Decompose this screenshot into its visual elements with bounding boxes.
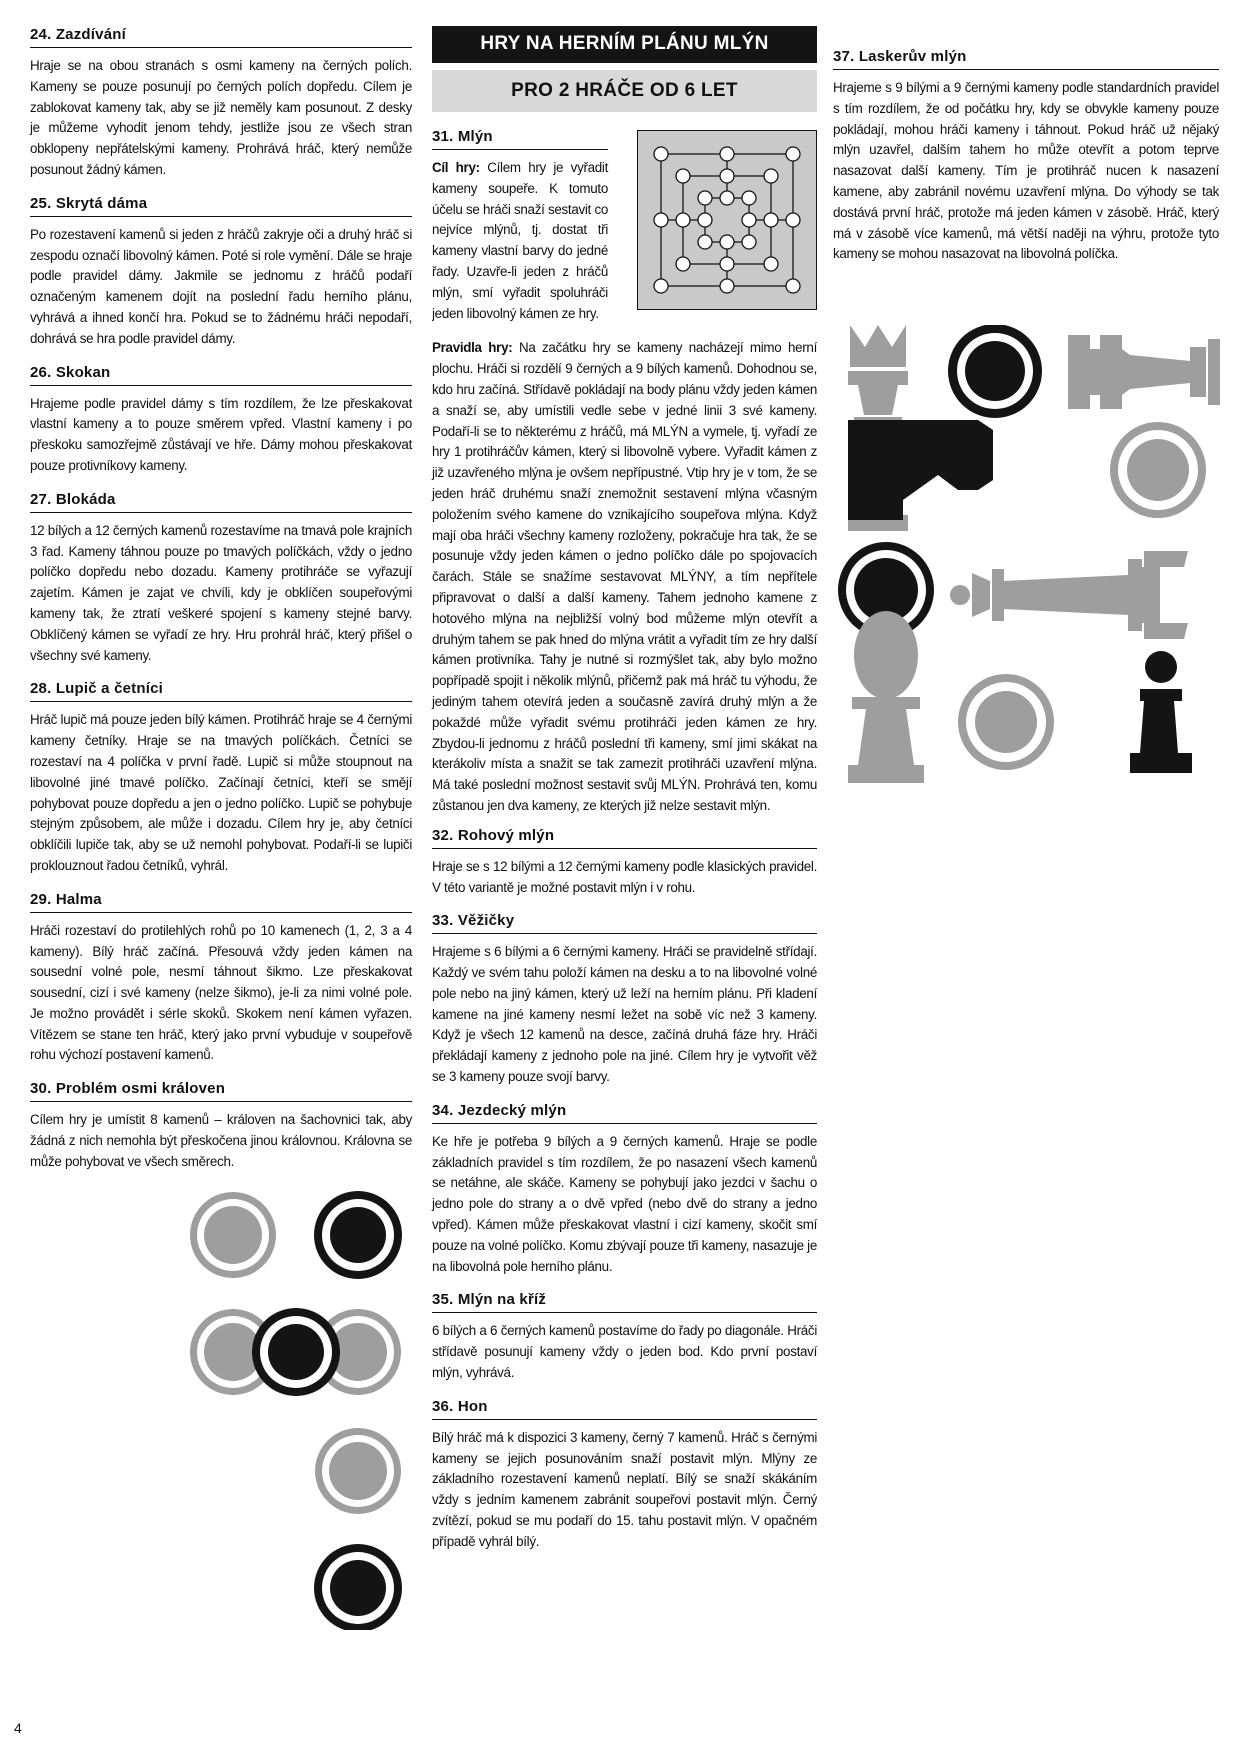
section-title: 24. Zazdívání (30, 26, 412, 48)
section-title: 33. Věžičky (432, 912, 817, 934)
section-title: 28. Lupič a četníci (30, 680, 412, 702)
section-28 (30, 680, 412, 876)
banner-title: HRY NA HERNÍM PLÁNU MLÝN (432, 26, 817, 63)
section-title: 35. Mlýn na kříž (432, 1291, 817, 1313)
section-30 (30, 1080, 412, 1172)
section-text: Ke hře je potřeba 9 bílých a 9 černých kamenů. Hraje se podle základních pravidel s tím rozdílem, že po nasazení všech kamenů se netáhne, ale skáče. Kameny se pohybují jako jezdci v šachu o jedno pole do strany a o dvě vpřed (nebo dvě do strany a jedno vpřed). Kámen může přeskakovat vlastní i cizí kameny, skočit smí pouze na volné políčko. Komu zbývají pouze tři kameny, nasazuje je na libovolná pole herního plánu. (432, 1133, 817, 1274)
section-32 (432, 827, 817, 899)
section-37 (833, 48, 1219, 265)
section-text: Po rozestavení kamenů si jeden z hráčů zakryje oči a druhý hráč si zespodu označí libovolný kámen. Poté si role vymění. Dále se hraje podle pravidel dámy. Jakmile se jednomu z hráčů podaří označeným kamenem dojít na poslední řadu herního plánu, vyhrává a ihned končí hra. Pokud se to žádnému hráči nepodaří, dohrává se hra podle pravidel dámy. (30, 226, 412, 346)
game-stone-icon (1110, 422, 1206, 518)
page-number: 4 (14, 1720, 22, 1736)
section-33 (432, 912, 817, 1088)
section-text: Bílý hráč má k dispozici 3 kameny, černý 7 kamenů. Hráč s černými kameny se jejich posunováním snaží postavit mlýn. Mlýny ze základního rozestavení kamenů neplatí. Bílý se snaží skákáním vždy s jedním kamenem zabránit soupeřovi postavit mlýn. Černý zvítězí, pokud se mu podaří do 15. tahu postavit mlýn. V opačném případě vyhrál bílý. (432, 1429, 817, 1549)
section-text: Hrajeme podle pravidel dámy s tím rozdílem, že lze přeskakovat vlastní kameny a to pouze směrem vpřed. Vlastní kameny i po přeskoku samozřejmě zůstávají ve hře. Dámy mohou přeskakovat pouze protivníkovy kameny. (30, 395, 412, 473)
section-36 (432, 1398, 817, 1553)
section-27 (30, 491, 412, 667)
stones-illustration (188, 1190, 418, 1630)
game-stone-icon (315, 1428, 401, 1514)
game-stone-icon (252, 1308, 340, 1396)
section-text: Cílem hry je umístit 8 kamenů – královen na šachovnici tak, aby žádná z nich nemohla být přeskočena jinou královnou. Královna se může pohybovat ve všech směrech. (30, 1112, 412, 1169)
section-29 (30, 891, 412, 1067)
game-stone-icon (948, 325, 1042, 418)
queen-piece-icon (950, 551, 1188, 639)
mill-board-icon (637, 130, 817, 310)
column-left (30, 26, 412, 1187)
game-stone-icon (190, 1192, 276, 1278)
section-title: 29. Halma (30, 891, 412, 913)
mill-goal-paragraph (432, 158, 608, 324)
section-title: 26. Skokan (30, 364, 412, 386)
section-text: Hráč lupič má pouze jeden bílý kámen. Protihráč hraje se 4 černými kameny četníky. Hraje se na tmavých políčkách. Četníci se rozestaví na 4 políčka v první řadě. Lupič si může stoupnout na libovolné jiné tmavé políčko. Začínají četníci, kteří se smějí pohybovat pouze dopředu a jen o jedno políčko. Lupič se pohybuje stejným způsobem, ale může i dozadu. Cílem hry je, aby četníci obklíčili lupiče tak, aby se už nemohl pohybovat. Podaří-li se lupiči proklouznout řadou četníků, vyhrál. (30, 712, 412, 873)
section-text: Hrajeme s 9 bílými a 9 černými kameny podle standardních pravidel s tím rozdílem, že od počátku hry, kdy se obvykle kameny pouze pokládají, mohou hráči kameny i táhnout. Pokud hráč už nějaký mlýn uzavřel, dalším tahem ho může otevřít a potom teprve nasazovat další kameny. Tím je protihráč nucen k nasazení kamene, aby zabránil novému uzavření mlýna. Do výhody se tak dostává první hráč, protože má jeden kámen v zásobě. Hráč, který má v zásobě více kamenů, má větší naději na výhru, protože tyto kameny se mohou nasazovat na libovolná políčka. (833, 80, 1219, 262)
game-stone-icon (314, 1544, 402, 1630)
banner-subtitle: PRO 2 HRÁČE OD 6 LET (432, 70, 817, 112)
goal-label: Cíl hry: (432, 160, 480, 175)
mill-rules-paragraph (432, 338, 817, 816)
rules-text: Na začátku hry se kameny nacházejí mimo herní plochu. Hráči si rozdělí 9 černých a 9 bílých kamenů. Dohodnou se, kdo hru začíná. Střídavě pokládají na body plánu vždy jeden kámen a snaží se, aby umístili vedle sebe v jedné linii 3 své kameny. Podaří-li se to některému z hráčů, má MLÝN a vymele, tj. vyřadí ze hry 1 protihráčův kámen, který si libovolně vybere. Vyřadit kámen z již uzavřeného mlýna je ovšem nepřípustné. Vtip hry je v tom, že se jeden hráč druhému snaží znemožnit sestavení mlýna včasným položením svého kamene do vznikajícího soupeřova mlýna. Když mají oba hráči všechny kameny rozloženy, pokračuje hra tak, že se posunuje vždy jeden kámen o jedno políčko dále po spojovacích čarách. Stále se snažíme sestavovat MLÝNY, a tím nepřítele připravovat o další a další kameny. Tahem jednoho kamene z hotového mlýna na nejbližší volný bod můžeme mlýn otevřít a druhým tahem se pak hned do mlýna vrátit a vyřadit tím ze hry další kámen protivníka. Tahy je nutné si rozmýšlet tak, aby bylo možno popřípadě spojit i několik mlýnů, přičemž pak má hráč tu výhodu, že jediným tahem otevírá jeden a současně zavírá druhý mlýn a že pokaždé může vyřadit svému protihráči jeden kámen ze hry. Zbydou-li jednomu z hráčů poslední tři kameny, smí jimi skákat na kterákoliv místa a snažit se tak zamezit protihráči uzavření mlýna. Má také poslední možnost sestavit svůj MLÝN. Prohrává ten, komu zůstanou jen dva kameny, ze kterých již nelze sestavit mlýn. (432, 340, 818, 813)
rules-label: Pravidla hry: (432, 340, 513, 356)
section-title: 36. Hon (432, 1398, 817, 1420)
column-middle (432, 26, 817, 1567)
section-title: 25. Skrytá dáma (30, 195, 412, 217)
section-text: 6 bílých a 6 černých kamenů postavíme do řady po diagonále. Hráči střídavě posunují kameny vždy o jeden bod. Kdo první postaví mlýn, vyhrává. (432, 1323, 817, 1381)
mill-goal (432, 128, 608, 324)
section-title: 30. Problém osmi královen (30, 1080, 412, 1102)
section-title: 34. Jezdecký mlýn (432, 1102, 817, 1124)
goal-text: Cílem hry je vyřadit kameny soupeře. K tomuto účelu se hráči snaží sestavit co nejvíce mlýnů, tj. dostat tři kameny vlastní barvy do jedné řady. Uzavře-li jeden z hráčů mlýn, smí vyřadit spoluhráči jeden libovolný kámen ze hry. (432, 160, 609, 321)
section-title: 31. Mlýn (432, 128, 608, 150)
section-text: Hraje se na obou stranách s osmi kameny na černých polích. Kameny se pouze posunují po černých polích dopředu. Cílem je zablokovat kameny tak, aby se již neměly kam posunout. Z desky je můžeme vyhodit jenom tehdy, jestliže jsou ze všech stran obklopeny nepřátelskými kameny. Prohrává hráč, který nemůže posunout žádný kámen. (30, 58, 412, 177)
section-title: 32. Rohový mlýn (432, 827, 817, 849)
pawn-piece-icon (1130, 651, 1192, 773)
section-text: 12 bílých a 12 černých kamenů rozestavíme na tmavá pole krajních 3 řad. Kameny táhnou pouze po tmavých políčkách, vždy o jedno políčko dopředu nebo dozadu. Kameny protihráče se vyřazují zajetím. Kámen je zajat ve chvíli, kdy je obklíčen soupeřovými kameny tak, že ztratí veškeré spojení s kameny stejné barvy. Obklíčený kámen se vyřadí ze hry. Hru prohrál hráč, který přišel o všechny své kameny. (30, 522, 412, 663)
section-title: 27. Blokáda (30, 491, 412, 513)
rook-piece-icon (1068, 335, 1220, 409)
chess-pieces-illustration (838, 325, 1223, 865)
section-31 (432, 128, 817, 817)
section-24 (30, 26, 412, 181)
game-stone-icon (314, 1191, 402, 1279)
mill-intro (432, 128, 817, 324)
column-right (833, 48, 1219, 279)
section-34 (432, 1102, 817, 1278)
section-35 (432, 1291, 817, 1383)
section-title: 37. Laskerův mlýn (833, 48, 1219, 70)
section-text: Hráči rozestaví do protilehlých rohů po 10 kamenech (1, 2, 3 a 4 kameny). Bílý hráč začíná. Přesouvá vždy jeden kámen na sousední volné pole, nesmí táhnout šikmo. Lze přeskakovat sousední, cizí i své kameny (nelze šikmo), je-li za nimi volné pole. Je možno provádět i sérIe skoků. Skokem není kámen vyřazen. Vítězem se stane ten hráč, který jako první vybuduje v soupeřově rohu výchozí postavení kamenů. (30, 922, 412, 1063)
section-text: Hraje se s 12 bílými a 12 černými kameny podle klasických pravidel. V této variantě je možné postavit mlýn i v rohu. (432, 858, 817, 895)
section-25 (30, 195, 412, 350)
bishop-piece-icon (848, 611, 924, 783)
section-26 (30, 364, 412, 477)
section-text: Hrajeme s 6 bílými a 6 černými kameny. Hráči se pravidelně střídají. Každý ve svém tahu položí kámen na desku a to na libovolné volné pole nebo na jiný kámen, který už leží na herním plánu. Při kladení kamene na jiné kameny nesmí ležet na sobě víc než 3 kameny. Když je všech 12 kamenů na desce, začíná druhá fáze hry. Hráči překládají kameny z jednoho pole na jiné. Cílem hry je vytvořit věž se 3 kameny pouze svojí barvy. (432, 944, 817, 1085)
game-stone-icon (958, 674, 1054, 770)
